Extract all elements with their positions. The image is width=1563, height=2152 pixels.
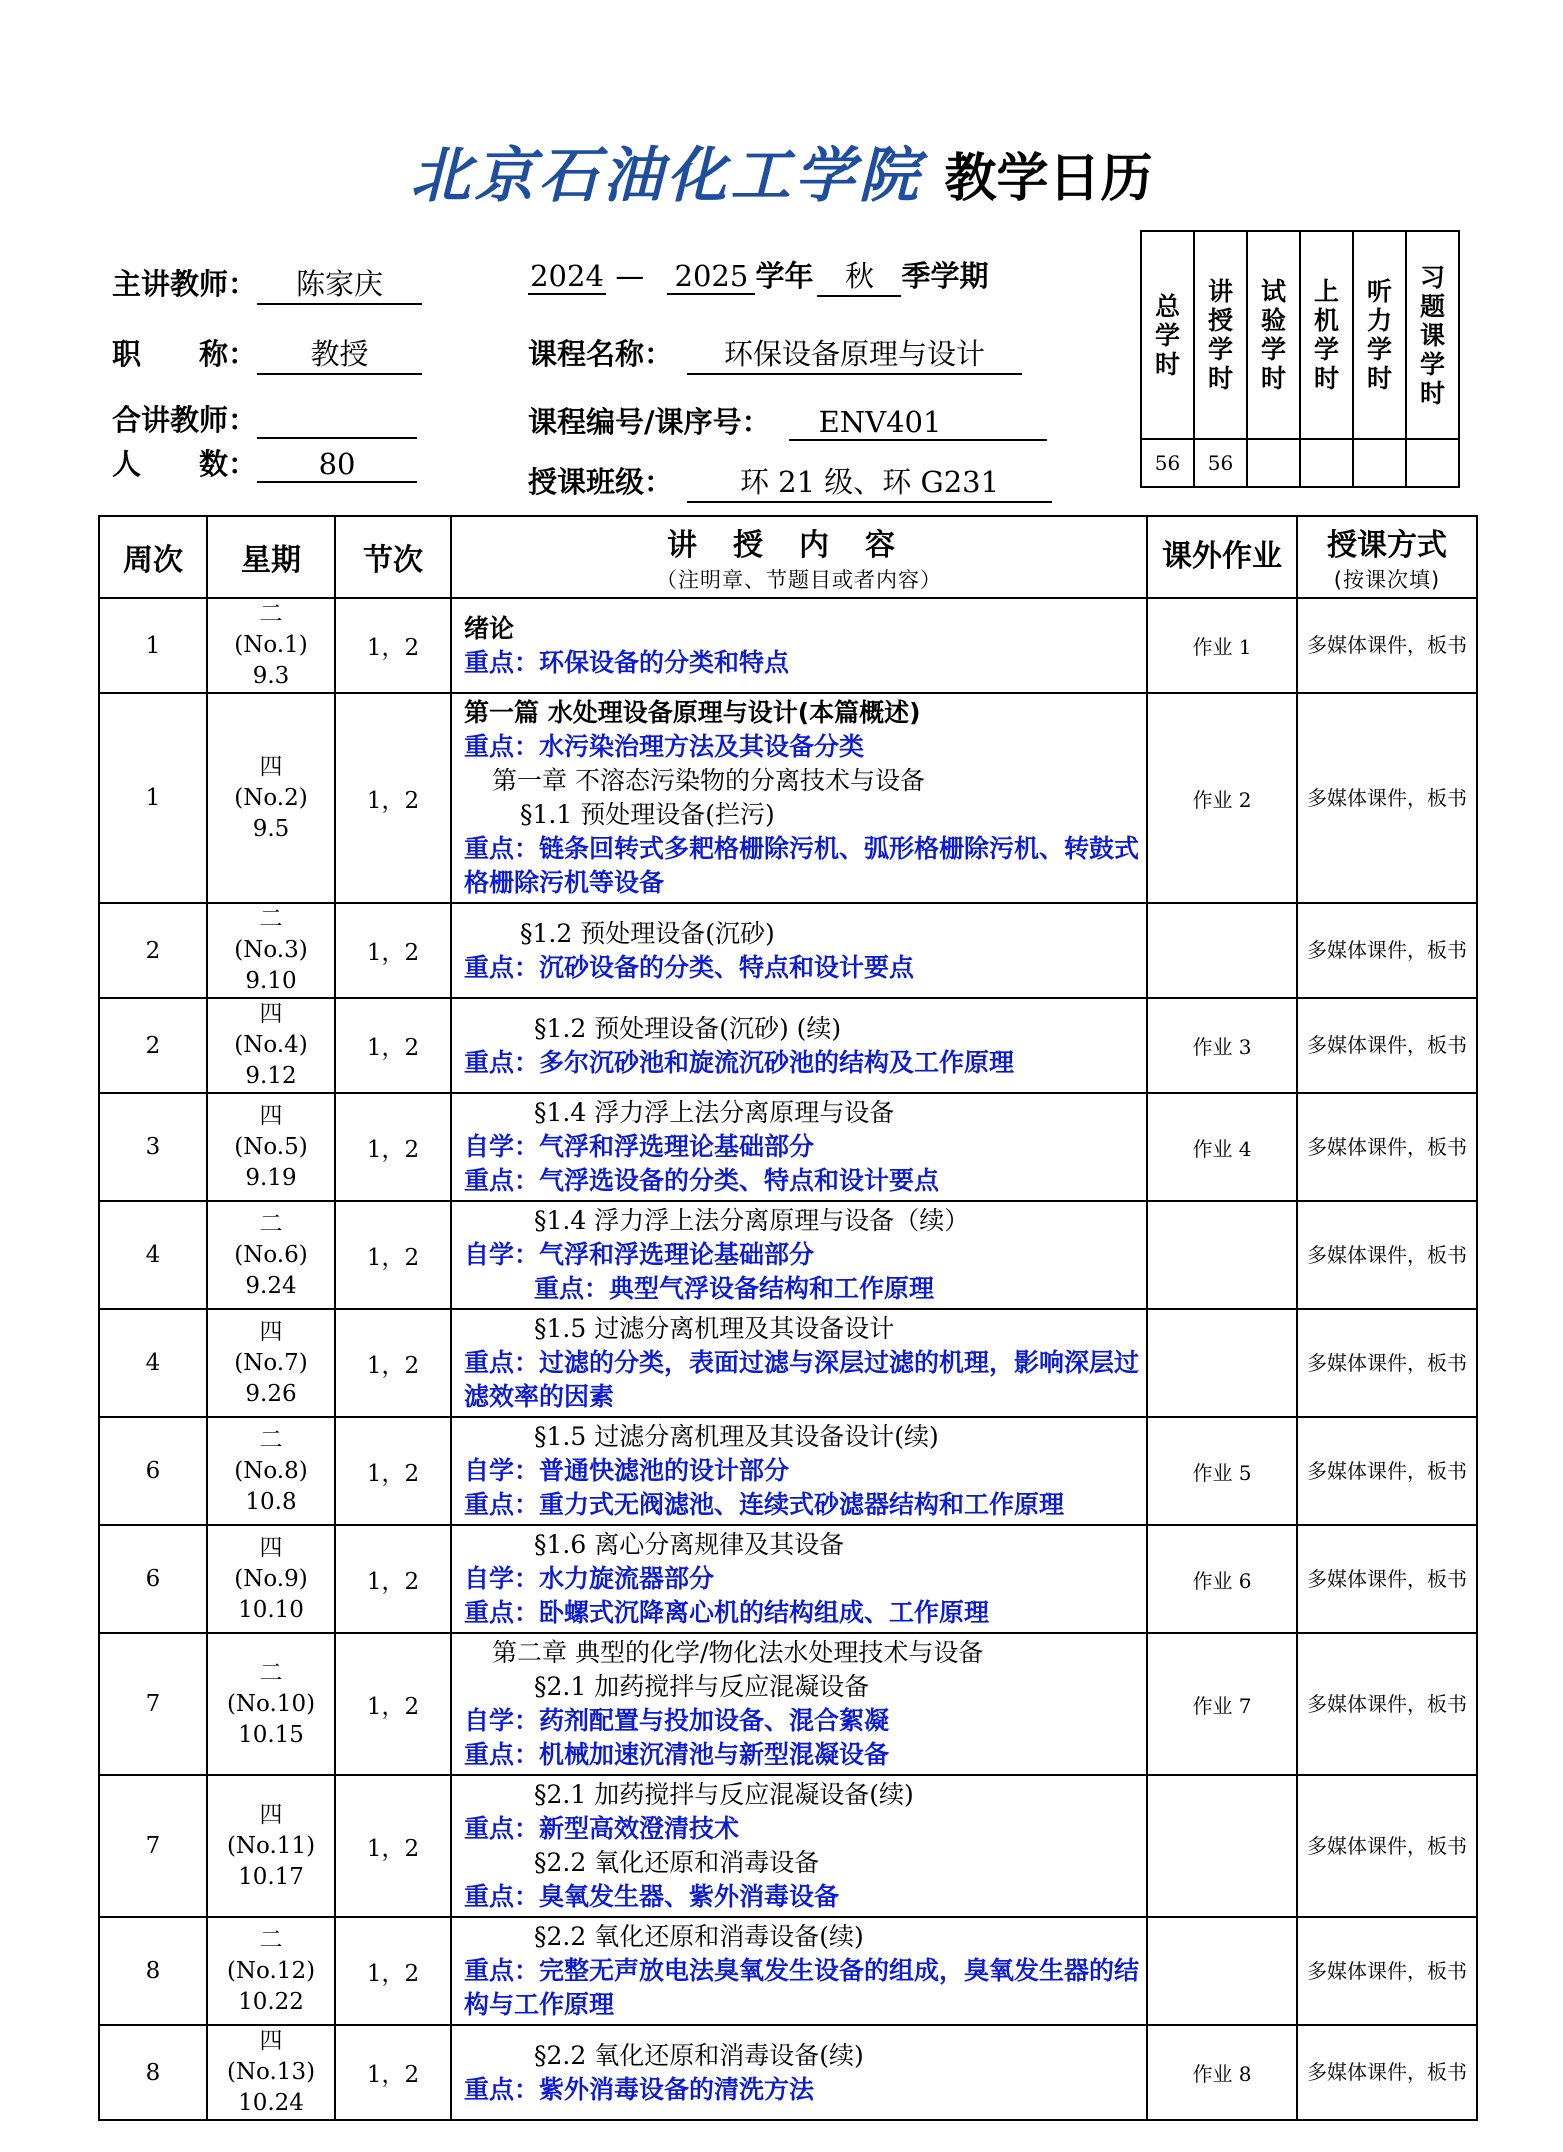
period-cell: 1，2 [335,1417,451,1525]
calendar-row [99,1309,1477,1417]
header-week: 周次 [99,516,207,598]
day-cell-day: 四 [259,1318,283,1345]
content-line: 重点：水污染治理方法及其设备分类 [464,732,865,761]
course-name-label: 课程名称： [528,337,674,371]
content-line: §1.2 预处理设备(沉砂) (续) [534,1013,842,1043]
page-title [0,128,1563,214]
content-line: §1.2 预处理设备(沉砂) [520,918,775,948]
document-title: 教学日历 [944,149,1153,209]
day-cell [207,1093,335,1201]
content-line: 第一篇 水处理设备原理与设计(本篇概述) [464,698,921,727]
content-line: 重点：臭氧发生器、紫外消毒设备 [464,1882,840,1911]
day-cell-date: 10.8 [245,1488,297,1515]
calendar-row [99,1633,1477,1775]
period-cell: 1，2 [335,1633,451,1775]
co-teacher-row [112,398,417,439]
day-cell-no: (No.11) [226,1832,316,1859]
content-cell [451,903,1147,998]
period-cell: 1，2 [335,1775,451,1917]
title-label: 职 称： [112,337,258,371]
hours-value-computer [1300,439,1353,487]
mode-cell: 多媒体课件，板书 [1297,903,1477,998]
day-cell [207,1201,335,1309]
mode-cell: 多媒体课件，板书 [1297,598,1477,693]
period-cell: 1，2 [335,903,451,998]
content-line: 重点：重力式无阀滤池、连续式砂滤器结构和工作原理 [464,1490,1065,1519]
day-cell-date: 9.26 [245,1380,297,1407]
day-cell [207,903,335,998]
content-cell [451,598,1147,693]
content-line: 重点：过滤的分类，表面过滤与深层过滤的机理，影响深层过滤效率的因素 [464,1348,1140,1411]
header-mode-label: 授课方式 [1327,528,1447,563]
day-cell-day: 四 [259,1534,283,1561]
header-mode [1297,516,1477,598]
homework-cell: 作业 5 [1147,1417,1297,1525]
day-cell-date: 10.17 [238,1863,304,1890]
content-line: §2.2 氧化还原和消毒设备(续) [534,1922,864,1951]
content-line: 绪论 [464,613,515,643]
co-teacher-value [257,403,417,439]
calendar-row [99,1525,1477,1633]
count-label: 人 数： [112,447,258,481]
day-cell-day: 四 [259,1102,283,1129]
day-cell-date: 10.22 [238,1988,304,2015]
content-line: §1.6 离心分离规律及其设备 [534,1530,845,1559]
content-line: 自学：气浮和浮选理论基础部分 [464,1132,815,1161]
mode-cell: 多媒体课件，板书 [1297,1525,1477,1633]
content-cell [451,1417,1147,1525]
mode-cell: 多媒体课件，板书 [1297,1201,1477,1309]
week-cell: 1 [99,598,207,693]
day-cell-day: 四 [259,1001,283,1027]
day-cell [207,2025,335,2120]
homework-cell [1147,1309,1297,1417]
hours-header-lab [1247,231,1300,439]
calendar-row [99,1093,1477,1201]
teacher-label: 主讲教师： [112,267,258,301]
content-line: §1.1 预处理设备(拦污) [520,800,775,829]
content-cell [451,1309,1147,1417]
year-start: 2024 [528,259,606,295]
hours-header-text: 试 验 学 时 [1260,277,1286,393]
mode-cell: 多媒体课件，板书 [1297,998,1477,1093]
hours-value-lecture: 56 [1194,439,1247,487]
count-row [112,442,417,483]
mode-cell: 多媒体课件，板书 [1297,1633,1477,1775]
hours-value-listening [1353,439,1406,487]
day-cell-no: (No.9) [234,1565,308,1592]
year-end: 2025 [667,259,755,295]
calendar-header-row [99,516,1477,598]
calendar-row [99,903,1477,998]
content-cell [451,2025,1147,2120]
calendar-row [99,998,1477,1093]
day-cell-day: 四 [259,753,283,780]
class-row [528,460,1052,503]
term-row [528,254,988,297]
homework-cell: 作业 4 [1147,1093,1297,1201]
calendar-row [99,2025,1477,2120]
co-teacher-label: 合讲教师： [112,403,258,437]
year-suffix: 学年 [755,259,814,293]
day-cell-date: 10.24 [238,2090,304,2116]
content-line: 重点：卧螺式沉降离心机的结构组成、工作原理 [464,1598,990,1627]
day-cell-date: 9.19 [245,1164,297,1191]
calendar-row [99,1917,1477,2025]
header-content [451,516,1147,598]
content-line: 重点：典型气浮设备结构和工作原理 [534,1274,935,1303]
homework-cell: 作业 6 [1147,1525,1297,1633]
content-line: 自学：水力旋流器部分 [464,1564,715,1593]
homework-cell: 作业 2 [1147,693,1297,903]
hours-header-text: 讲 授 学 时 [1207,277,1233,393]
calendar-table [98,515,1478,2121]
day-cell-no: (No.2) [234,784,308,811]
content-cell [451,998,1147,1093]
mode-cell: 多媒体课件，板书 [1297,1309,1477,1417]
day-cell-no: (No.1) [234,632,308,658]
teacher-value: 陈家庆 [257,262,422,305]
content-line: 重点：气浮选设备的分类、特点和设计要点 [464,1166,940,1195]
content-line: §1.5 过滤分离机理及其设备设计 [534,1314,895,1343]
week-cell: 2 [99,998,207,1093]
homework-cell [1147,903,1297,998]
calendar-row [99,1775,1477,1917]
day-cell-date: 9.24 [245,1272,297,1299]
hours-value-lab [1247,439,1300,487]
day-cell-day: 二 [259,1926,283,1953]
week-cell: 4 [99,1201,207,1309]
title-value: 教授 [257,332,422,375]
content-line: 重点：紫外消毒设备的清洗方法 [464,2074,815,2104]
day-cell-day: 二 [259,1210,283,1237]
mode-cell: 多媒体课件，板书 [1297,693,1477,903]
title-row [112,332,422,375]
hours-header-exercise [1406,231,1459,439]
content-line: 重点：多尔沉砂池和旋流沉砂池的结构及工作原理 [464,1047,1015,1077]
day-cell-date: 9.3 [252,663,290,689]
day-cell [207,998,335,1093]
content-cell [451,1093,1147,1201]
content-line: 重点：新型高效澄清技术 [464,1814,740,1843]
class-value: 环 21 级、环 G231 [687,460,1052,503]
content-line: §2.2 氧化还原和消毒设备(续) [534,2040,864,2070]
day-cell-date: 9.10 [245,968,297,994]
period-cell: 1，2 [335,1093,451,1201]
period-cell: 1，2 [335,1201,451,1309]
header-homework-label: 课外作业 [1162,539,1282,574]
header-mode-note: (按课次填) [1333,568,1441,592]
hours-header-listening [1353,231,1406,439]
course-code-value: ENV401 [789,405,1047,441]
course-code-row [528,400,1047,441]
period-cell: 1，2 [335,1525,451,1633]
mode-cell: 多媒体课件，板书 [1297,1775,1477,1917]
period-cell: 1，2 [335,2025,451,2120]
header-content-note: （注明章、节题目或者内容） [656,568,942,592]
year-dash: — [615,259,645,293]
mode-cell: 多媒体课件，板书 [1297,1917,1477,2025]
content-line: §2.1 加药搅拌与反应混凝设备 [534,1672,870,1701]
header-content-title: 讲授内容 [667,528,931,563]
hours-header-text: 总 学 时 [1154,291,1180,379]
hours-value-exercise [1406,439,1459,487]
teacher-row [112,262,422,305]
period-cell: 1，2 [335,1309,451,1417]
day-cell-no: (No.7) [234,1349,308,1376]
calendar-body [99,598,1477,2120]
period-cell: 1，2 [335,598,451,693]
hours-header-computer [1300,231,1353,439]
day-cell-no: (No.13) [226,2059,316,2085]
week-cell: 1 [99,693,207,903]
content-line: §1.4 浮力浮上法分离原理与设备 [534,1098,895,1127]
content-line: 重点：链条回转式多耙格栅除污机、弧形格栅除污机、转鼓式格栅除污机等设备 [464,834,1140,897]
season-value: 秋 [817,254,901,297]
course-name-row [528,332,1022,375]
day-cell-day: 二 [259,1426,283,1453]
content-line: 自学：普通快滤池的设计部分 [464,1456,790,1485]
period-cell: 1，2 [335,693,451,903]
header-day: 星期 [207,516,335,598]
period-cell: 1，2 [335,998,451,1093]
day-cell [207,1417,335,1525]
week-cell: 3 [99,1093,207,1201]
week-cell: 7 [99,1775,207,1917]
day-cell-date: 9.12 [245,1063,297,1089]
day-cell-no: (No.10) [226,1690,316,1717]
day-cell-no: (No.8) [234,1457,308,1484]
day-cell-no: (No.12) [226,1957,316,1984]
content-cell [451,1775,1147,1917]
day-cell-date: 9.5 [252,815,290,842]
school-name: 北京石油化工学院 [410,141,923,211]
hours-header-text: 听 力 学 时 [1366,277,1392,393]
homework-cell [1147,1917,1297,2025]
content-cell [451,693,1147,903]
content-cell [451,1633,1147,1775]
day-cell-date: 10.15 [238,1721,304,1748]
content-line: 自学：气浮和浮选理论基础部分 [464,1240,815,1269]
mode-cell: 多媒体课件，板书 [1297,2025,1477,2120]
hours-header-total [1141,231,1194,439]
day-cell [207,598,335,693]
hours-header-text: 习 题 课 学 时 [1419,262,1445,408]
hours-header-lecture [1194,231,1247,439]
count-value: 80 [257,447,417,483]
week-cell: 8 [99,2025,207,2120]
homework-cell [1147,1201,1297,1309]
week-cell: 4 [99,1309,207,1417]
homework-cell [1147,1775,1297,1917]
week-cell: 8 [99,1917,207,2025]
content-line: §1.4 浮力浮上法分离原理与设备（续） [534,1206,970,1235]
day-cell-no: (No.6) [234,1241,308,1268]
homework-cell: 作业 1 [1147,598,1297,693]
hours-value-total: 56 [1141,439,1194,487]
content-cell [451,1201,1147,1309]
mode-cell: 多媒体课件，板书 [1297,1093,1477,1201]
hours-table [1140,230,1460,488]
week-cell: 6 [99,1417,207,1525]
content-line: §1.5 过滤分离机理及其设备设计(续) [534,1422,939,1451]
mode-cell: 多媒体课件，板书 [1297,1417,1477,1525]
hours-header-text: 上 机 学 时 [1313,277,1339,393]
day-cell-date: 10.10 [238,1596,304,1623]
content-line: 重点：机械加速沉清池与新型混凝设备 [464,1740,890,1769]
day-cell-no: (No.3) [234,937,308,963]
week-cell: 6 [99,1525,207,1633]
day-cell-day: 二 [259,601,283,627]
homework-cell: 作业 8 [1147,2025,1297,2120]
week-cell: 7 [99,1633,207,1775]
course-name-value: 环保设备原理与设计 [687,332,1022,375]
calendar-row [99,1417,1477,1525]
homework-cell: 作业 3 [1147,998,1297,1093]
day-cell-no: (No.4) [234,1032,308,1058]
calendar-row [99,1201,1477,1309]
day-cell-no: (No.5) [234,1133,308,1160]
content-line: 重点：完整无声放电法臭氧发生设备的组成，臭氧发生器的结构与工作原理 [464,1956,1140,2019]
content-line: 自学：药剂配置与投加设备、混合絮凝 [464,1706,890,1735]
week-cell: 2 [99,903,207,998]
period-cell: 1，2 [335,1917,451,2025]
header-period: 节次 [335,516,451,598]
content-line: 第一章 不溶态污染物的分离技术与设备 [492,766,925,795]
content-line: §2.2 氧化还原和消毒设备 [534,1848,820,1877]
calendar-row [99,693,1477,903]
content-line: 第二章 典型的化学/物化法水处理技术与设备 [492,1638,984,1667]
content-line: 重点：环保设备的分类和特点 [464,647,790,677]
term-suffix: 季学期 [901,259,989,293]
day-cell [207,1917,335,2025]
content-cell [451,1525,1147,1633]
day-cell-day: 四 [259,2028,283,2054]
class-label: 授课班级： [528,465,674,499]
day-cell [207,693,335,903]
course-code-label: 课程编号/课序号： [528,405,771,439]
header-homework [1147,516,1297,598]
calendar-row [99,598,1477,693]
day-cell-day: 二 [259,1659,283,1686]
homework-cell: 作业 7 [1147,1633,1297,1775]
day-cell [207,1525,335,1633]
day-cell [207,1309,335,1417]
content-line: §2.1 加药搅拌与反应混凝设备(续) [534,1780,914,1809]
content-cell [451,1917,1147,2025]
content-line: 重点：沉砂设备的分类、特点和设计要点 [464,952,915,982]
day-cell [207,1775,335,1917]
day-cell [207,1633,335,1775]
day-cell-day: 二 [259,906,283,932]
day-cell-day: 四 [259,1801,283,1828]
